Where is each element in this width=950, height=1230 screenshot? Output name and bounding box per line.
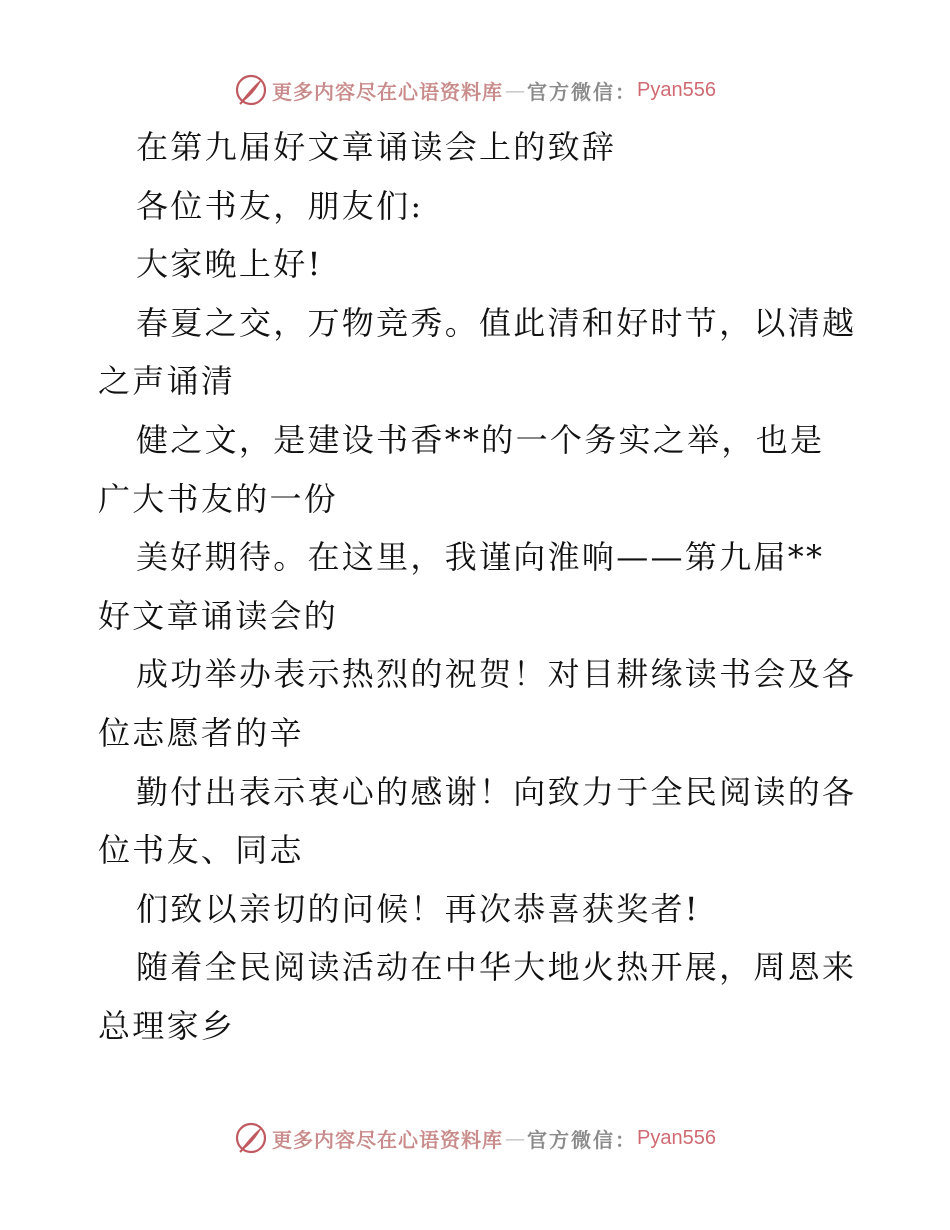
doc-title: 在第九届好文章诵读会上的致辞 [136,128,617,166]
salutation: 各位书友，朋友们: [136,186,424,225]
banner-main-text: 更多内容尽在心语资料库 [272,79,504,104]
footer-banner [0,1118,950,1158]
header-banner [0,70,950,110]
paragraph: 随着全民阅读活动在中华大地火热开展，周恩来总理家乡 [98,948,857,1045]
banner-dash: — [505,78,526,102]
paragraph: 健之文，是建设书香**的一个务实之举，也是广大书友的一份 [98,420,825,518]
paragraph: 春夏之交，万物竞秀。值此清和好时节，以清越之声诵清 [98,303,857,401]
banner-official-label: 官方微信： [527,1127,638,1152]
document-body [98,118,858,1056]
paragraph: 美好期待。在这里，我谨向淮响——第九届**好文章诵读会的 [98,538,825,635]
banner-dash: — [505,1126,526,1150]
paragraph: 勤付出表示衷心的感谢！向致力于全民阅读的各位书友、同志 [98,772,857,870]
banner-wechat-id: Pyan556 [637,78,716,101]
paragraph: 们致以亲切的问候！再次恭喜获奖者! [136,889,700,928]
greeting: 大家晚上好! [136,245,323,284]
banner-official-label: 官方微信： [527,79,638,104]
quill-pen-logo-icon [234,73,268,107]
paragraph: 成功举办表示热烈的祝贺！对目耕缘读书会及各位志愿者的辛 [98,655,857,752]
banner-main-text: 更多内容尽在心语资料库 [272,1127,504,1152]
banner-wechat-id: Pyan556 [637,1126,716,1149]
quill-pen-logo-icon [234,1121,268,1155]
